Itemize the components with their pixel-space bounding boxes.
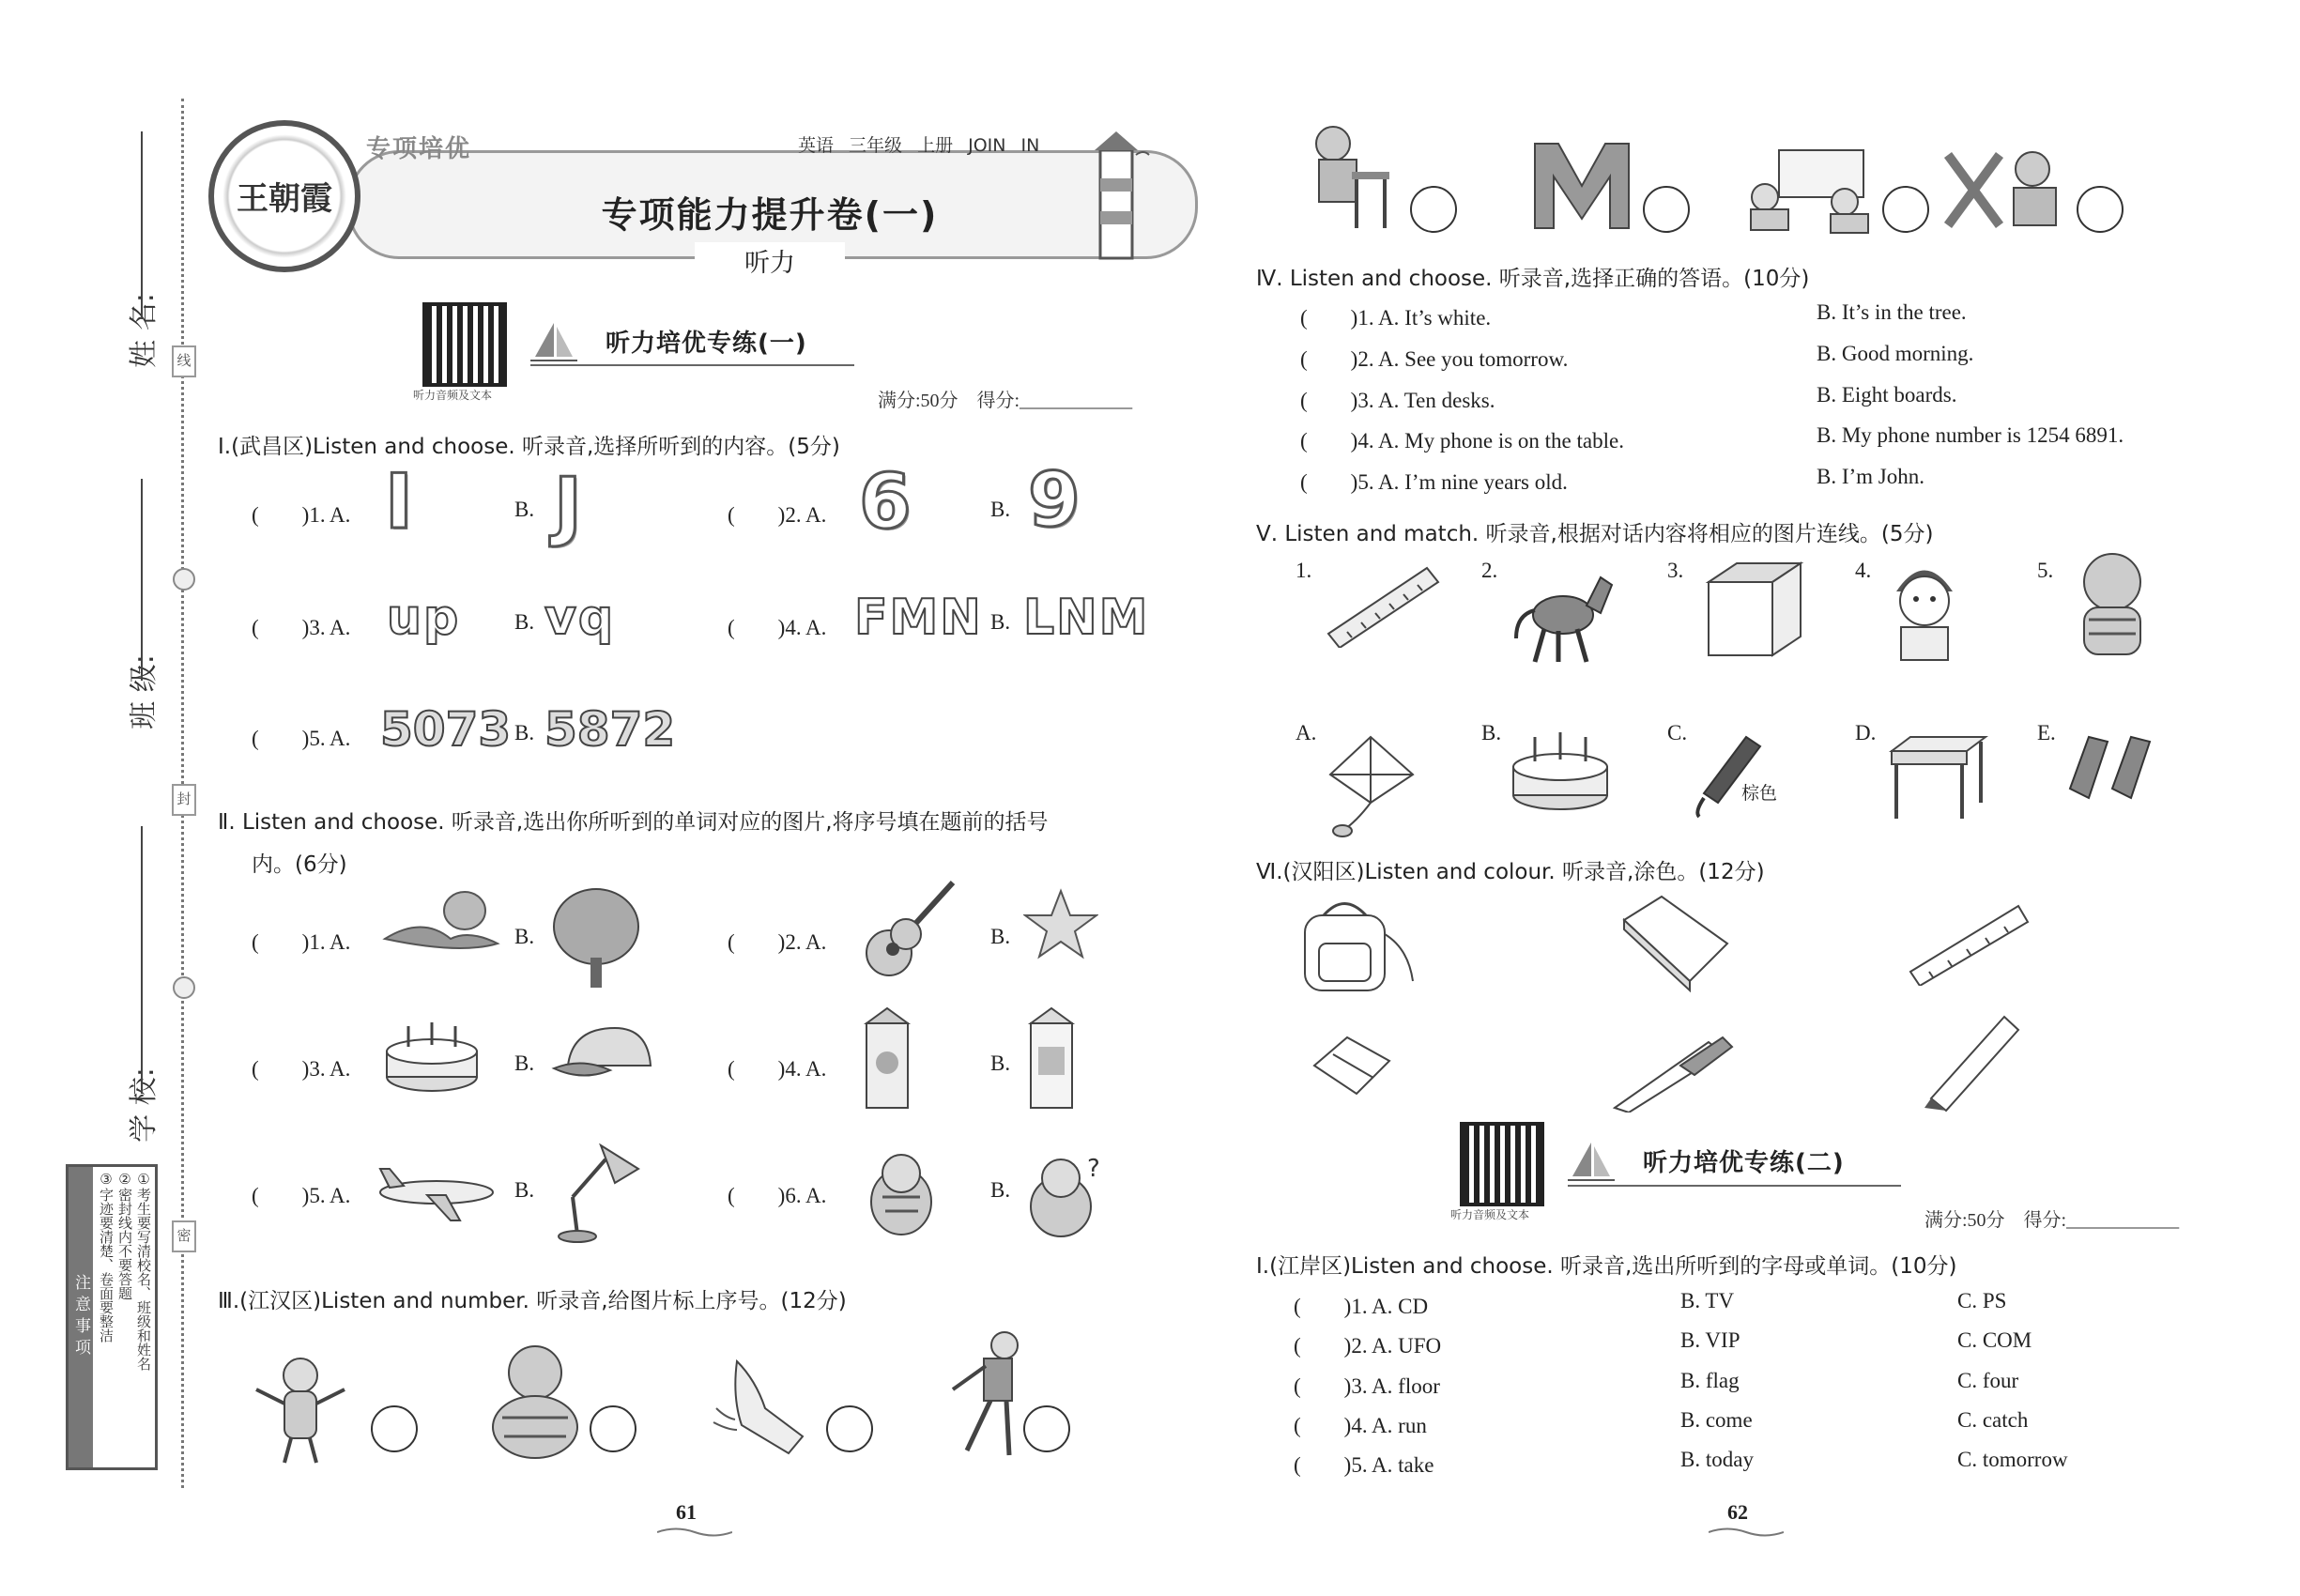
- brand-logo: [208, 120, 360, 272]
- q1-item-3-num: ( )3. A.: [252, 616, 351, 639]
- answer-circle[interactable]: [1023, 1405, 1070, 1452]
- qr-caption: 听力音频及文本: [1450, 1208, 1530, 1221]
- q2-item-3-num: ( )3. A.: [252, 1057, 351, 1081]
- cap-picture: [549, 1023, 652, 1089]
- school-field-line[interactable]: [141, 826, 143, 1094]
- r1-item-3-a: ( )3. A. floor: [1294, 1374, 1440, 1398]
- tiger-sitting-picture: [483, 1343, 587, 1460]
- notice-line: ①考生要写清校名、班级和姓名: [135, 1171, 152, 1371]
- erasers-picture: [2065, 732, 2159, 803]
- q2-b-label: B.: [514, 925, 535, 948]
- q4-item-2-a: ( )2. A. See you tomorrow.: [1300, 347, 1569, 371]
- class-label: 班 级:: [127, 654, 161, 729]
- bird-in-tree-picture: [380, 887, 502, 962]
- page-number-ornament: [657, 1526, 732, 1539]
- r1-item-2-a: ( )2. A. UFO: [1294, 1334, 1442, 1358]
- tiger-desk-x-picture: [1943, 146, 2065, 235]
- question-2-title-cont: 内。(6分): [252, 852, 347, 877]
- question-5-title: Ⅴ. Listen and match. 听录音,根据对话内容将相应的图片连线。(5分): [1256, 522, 1934, 546]
- q1-item-4-b: LNM: [1023, 590, 1150, 646]
- score-line-1: 满分:50分 得分:____________: [878, 391, 1133, 411]
- q5-top-4: 4.: [1855, 559, 1872, 582]
- r1-item-5-b: B. today: [1680, 1448, 1754, 1471]
- question-2-title: Ⅱ. Listen and choose. 听录音,选出你所听到的单词对应的图片,将序号填在题前的括号: [218, 810, 1049, 835]
- q2-item-2-num: ( )2. A.: [728, 930, 827, 954]
- r1-item-3-b: B. flag: [1680, 1369, 1740, 1392]
- tiger-standing-picture: [249, 1352, 352, 1465]
- tree-picture: [549, 887, 643, 990]
- r1-item-5-a: ( )5. A. take: [1294, 1453, 1434, 1477]
- q2-item-4-num: ( )4. A.: [728, 1057, 827, 1081]
- tiger-face-picture: [2065, 549, 2159, 657]
- page-subtitle: 听力: [695, 242, 845, 279]
- page-number-right: 62: [1727, 1500, 1748, 1524]
- schoolbag-picture: [1286, 892, 1418, 995]
- answer-circle[interactable]: [826, 1405, 873, 1452]
- pointing-hand-picture: [709, 1352, 831, 1455]
- box-picture: [1699, 559, 1807, 662]
- section-underline: [530, 364, 854, 366]
- section-underline: [1568, 1185, 1901, 1187]
- star-picture: [1023, 887, 1098, 962]
- q5-top-2: 2.: [1481, 559, 1498, 582]
- q5-top-1: 1.: [1296, 559, 1312, 582]
- horse-picture: [1511, 563, 1615, 667]
- milk-carton-picture: [859, 1005, 915, 1113]
- q1-b-label: B.: [990, 498, 1011, 521]
- notice-box: [66, 1164, 158, 1470]
- birthday-cake-picture: [1507, 728, 1615, 817]
- q2-b-label: B.: [990, 1178, 1011, 1202]
- page-number-ornament: [1709, 1526, 1784, 1539]
- r1-item-5-c: C. tomorrow: [1957, 1448, 2068, 1471]
- ruler-picture: [1324, 559, 1441, 648]
- guitar-picture: [859, 878, 962, 981]
- question-6-title: Ⅵ.(汉阳区)Listen and colour. 听录音,涂色。(12分): [1256, 860, 1765, 884]
- punch-hole: [173, 976, 195, 999]
- category-tag: 专项培优: [366, 135, 472, 163]
- q4-item-5-b: B. I’m John.: [1817, 465, 1924, 488]
- section-title-2: 听力培优专练(二): [1643, 1149, 1845, 1177]
- q1-b-label: B.: [990, 610, 1011, 634]
- tiger-question-picture: [1023, 1150, 1108, 1239]
- q2-item-1-num: ( )1. A.: [252, 930, 351, 954]
- q2-item-5-num: ( )5. A.: [252, 1184, 351, 1207]
- notice-line: ③字迹要清楚、卷面要整洁: [98, 1171, 115, 1343]
- binding-mark-xian: 线: [172, 345, 196, 377]
- question-3-title: Ⅲ.(江汉区)Listen and number. 听录音,给图片标上序号。(12分): [218, 1289, 847, 1313]
- school-label: 学 校:: [127, 1067, 161, 1143]
- answer-circle[interactable]: [1643, 186, 1690, 233]
- question-4-title: Ⅳ. Listen and choose. 听录音,选择正确的答语。(10分): [1256, 267, 1810, 291]
- pen-picture: [1605, 1033, 1737, 1113]
- q1-b-label: B.: [514, 610, 535, 634]
- q5-top-3: 3.: [1667, 559, 1684, 582]
- pencil-picture: [1920, 1009, 2023, 1113]
- answer-circle[interactable]: [1882, 186, 1929, 233]
- answer-circle[interactable]: [1410, 186, 1457, 233]
- r1-item-4-b: B. come: [1680, 1408, 1753, 1432]
- book-picture: [1619, 892, 1732, 995]
- tiger-chair-picture: [1296, 120, 1399, 233]
- ruler-picture: [1906, 901, 2032, 986]
- binding-mark-feng: 封: [172, 784, 196, 816]
- q1-item-2-b: 9: [1028, 456, 1081, 544]
- birthday-cake-picture: [380, 1019, 483, 1098]
- r1-item-2-b: B. VIP: [1680, 1328, 1740, 1352]
- name-field-line[interactable]: [141, 131, 143, 319]
- notice-title: 注意事项: [69, 1167, 93, 1467]
- q1-item-1-b: J: [554, 462, 582, 549]
- q1-item-5-a: 5073: [380, 702, 512, 757]
- q2-b-label: B.: [990, 925, 1011, 948]
- q4-item-5-a: ( )5. A. I’m nine years old.: [1300, 470, 1568, 494]
- notice-line: ②密封线内不要答题: [116, 1171, 133, 1300]
- q1-item-3-b: vq: [544, 590, 616, 646]
- q1-item-5-b: 5872: [544, 702, 676, 757]
- eraser-picture: [1310, 1028, 1394, 1098]
- boy-face-picture: [1887, 554, 1962, 662]
- tiger-letter-m-picture: [1530, 139, 1633, 233]
- q5-bottom-a: A.: [1296, 721, 1317, 744]
- answer-circle[interactable]: [371, 1405, 418, 1452]
- name-label: 姓 名:: [127, 293, 161, 368]
- r1-item-3-c: C. four: [1957, 1369, 2019, 1392]
- q5-bottom-e: E.: [2037, 721, 2056, 744]
- q1-item-1-a: I: [385, 458, 413, 545]
- svg-text:?: ?: [1087, 1155, 1100, 1183]
- q2-b-label: B.: [514, 1051, 535, 1075]
- q1-item-2-num: ( )2. A.: [728, 503, 827, 527]
- r1-item-1-b: B. TV: [1680, 1289, 1735, 1312]
- q4-item-4-b: B. My phone number is 1254 6891.: [1817, 423, 2124, 447]
- punch-hole: [173, 568, 195, 591]
- classroom-scene-picture: [1741, 146, 1882, 235]
- q1-item-1-num: ( )1. A.: [252, 503, 351, 527]
- qr-code-icon[interactable]: [1460, 1122, 1544, 1206]
- q1-item-4-num: ( )4. A.: [728, 616, 827, 639]
- page-title: 专项能力提升卷(一): [601, 194, 939, 236]
- binding-mark-mi: 密: [172, 1220, 196, 1252]
- q4-item-3-b: B. Eight boards.: [1817, 383, 1957, 407]
- q5-bottom-b: B.: [1481, 721, 1502, 744]
- page-number-left: 61: [676, 1500, 697, 1524]
- section-title-1: 听力培优专练(一): [606, 330, 807, 358]
- score-line-2: 满分:50分 得分:____________: [1924, 1210, 2180, 1231]
- book-info: 英语 三年级 上册 JOIN IN: [798, 135, 1040, 156]
- notice-body: [97, 1171, 153, 1462]
- q2-b-label: B.: [514, 1178, 535, 1202]
- q5-bottom-d: D.: [1855, 721, 1877, 744]
- kite-picture: [1319, 732, 1422, 840]
- sailboat-icon: [530, 321, 577, 363]
- q2-item-6-num: ( )6. A.: [728, 1184, 827, 1207]
- qr-caption: 听力音频及文本: [413, 389, 493, 402]
- question-r1-title: Ⅰ.(江岸区)Listen and choose. 听录音,选出所听到的字母或单词。(10分): [1256, 1254, 1957, 1279]
- q5-bottom-c: C.: [1667, 721, 1688, 744]
- r1-item-4-c: C. catch: [1957, 1408, 2029, 1432]
- r1-item-1-a: ( )1. A. CD: [1294, 1295, 1429, 1318]
- qr-code-icon[interactable]: [422, 302, 507, 387]
- juice-carton-picture: [1023, 1005, 1080, 1113]
- answer-circle[interactable]: [590, 1405, 636, 1452]
- sailboat-icon: [1568, 1141, 1615, 1183]
- q4-item-4-a: ( )4. A. My phone is on the table.: [1300, 429, 1624, 453]
- question-1-title: Ⅰ.(武昌区)Listen and choose. 听录音,选择所听到的内容。(5分): [218, 435, 840, 459]
- q1-item-3-a: up: [387, 590, 461, 646]
- q1-item-4-a: FMN: [854, 590, 983, 646]
- q5-top-5: 5.: [2037, 559, 2054, 582]
- airplane-picture: [376, 1159, 502, 1225]
- answer-circle[interactable]: [2077, 186, 2124, 233]
- desk-picture: [1887, 732, 1990, 821]
- q2-b-label: B.: [990, 1051, 1011, 1075]
- q4-item-1-b: B. It’s in the tree.: [1817, 300, 1967, 324]
- r1-item-1-c: C. PS: [1957, 1289, 2007, 1312]
- q4-item-1-a: ( )1. A. It’s white.: [1300, 306, 1492, 330]
- q1-item-5-num: ( )5. A.: [252, 727, 351, 750]
- r1-item-2-c: C. COM: [1957, 1328, 2032, 1352]
- q1-item-2-a: 6: [859, 458, 912, 545]
- class-field-line[interactable]: [141, 479, 143, 681]
- brown-colour-label: 棕色: [1741, 784, 1778, 804]
- tiger-dancing-picture: [859, 1150, 943, 1239]
- q1-b-label: B.: [514, 498, 535, 521]
- logo-text: 王朝霞: [237, 180, 332, 218]
- q4-item-2-b: B. Good morning.: [1817, 342, 1974, 365]
- q4-item-3-a: ( )3. A. Ten desks.: [1300, 389, 1495, 412]
- q1-b-label: B.: [514, 721, 535, 744]
- desk-lamp-picture: [549, 1141, 652, 1244]
- boy-dancing-picture: [939, 1328, 1033, 1460]
- r1-item-4-a: ( )4. A. run: [1294, 1414, 1427, 1437]
